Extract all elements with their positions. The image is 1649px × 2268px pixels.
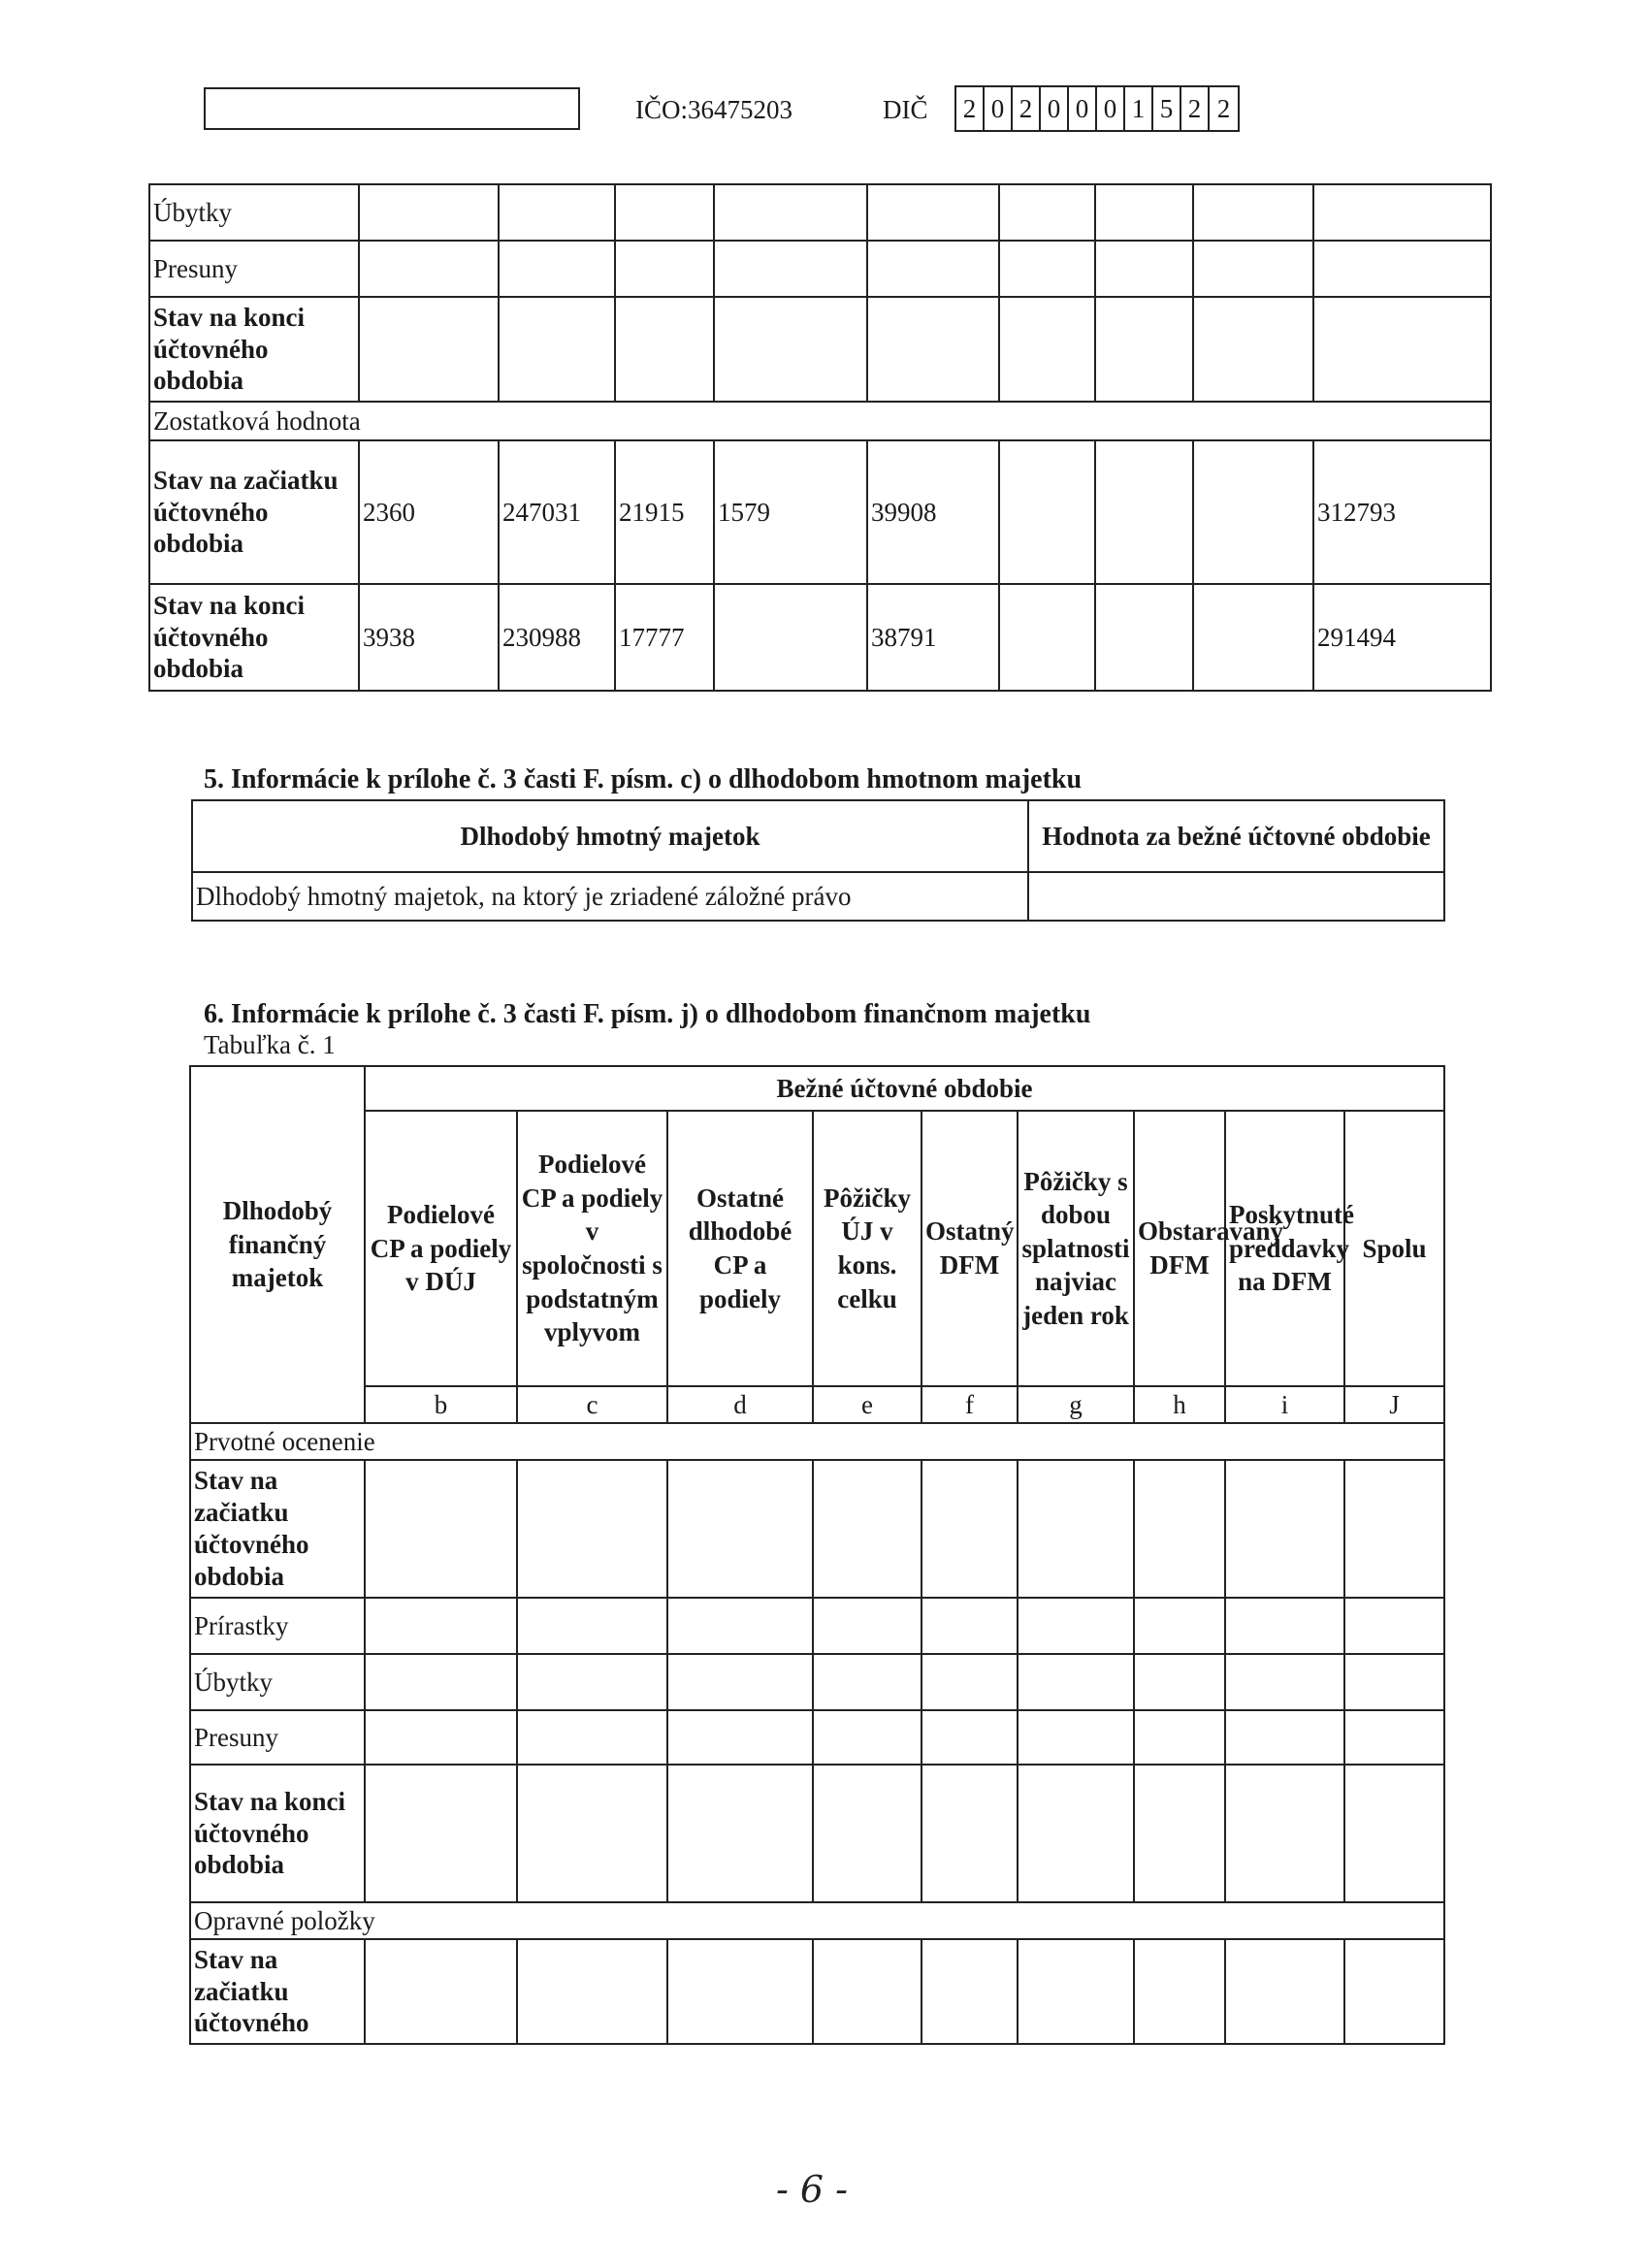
row-label: Dlhodobý hmotný majetok, na ktorý je zriadené záložné právo	[192, 872, 1028, 921]
section5-title: 5. Informácie k prílohe č. 3 časti F. písm. c) o dlhodobom hmotnom majetku	[204, 764, 1083, 794]
table-row	[149, 297, 1491, 402]
column-letter: e	[813, 1386, 922, 1423]
column-header: Obstaravaný DFM	[1134, 1111, 1225, 1386]
asset-table-continuation	[148, 183, 1492, 692]
table-row	[149, 440, 1491, 584]
cell-value	[999, 584, 1095, 691]
column-header: Podielové CP a podiely v spoločnosti s podstatným vplyvom	[517, 1111, 667, 1386]
cell-value: 312793	[1313, 440, 1491, 584]
column-header: Pôžičky ÚJ v kons. celku	[813, 1111, 922, 1386]
cell-value: 17777	[615, 584, 714, 691]
letters-row	[190, 1386, 1444, 1423]
cell-value	[999, 440, 1095, 584]
table-row	[149, 241, 1491, 297]
dic-digit: 2	[1013, 87, 1041, 130]
table-row	[190, 1710, 1444, 1765]
column-header: Ostatný DFM	[922, 1111, 1018, 1386]
cell-value	[714, 584, 867, 691]
section-label: Zostatková hodnota	[149, 402, 1491, 440]
row-label: Úbytky	[190, 1654, 365, 1710]
dic-digit: 0	[985, 87, 1013, 130]
table-header-row	[192, 800, 1444, 872]
dic-digits	[954, 85, 1240, 132]
row-label: Prírastky	[190, 1598, 365, 1654]
header-blank-box	[204, 87, 580, 130]
dic-label: DIČ	[883, 95, 928, 124]
table-row	[149, 584, 1491, 691]
row-label: Úbytky	[149, 184, 359, 241]
column-header: Dlhodobý hmotný majetok	[192, 800, 1028, 872]
column-header	[190, 1066, 365, 1423]
table-row	[149, 184, 1491, 241]
cell-value	[1193, 584, 1313, 691]
table-header-row	[190, 1111, 1444, 1386]
dic-digit: 0	[1097, 87, 1125, 130]
cell-value: 3938	[359, 584, 499, 691]
cell-value	[1193, 440, 1313, 584]
row-label: Stav na začiatku účtovného obdobia	[149, 440, 359, 584]
column-header: Ostatné dlhodobé CP a podiely	[667, 1111, 813, 1386]
row-label: Stav na konci účtovného obdobia	[149, 297, 359, 402]
section-row	[149, 402, 1491, 440]
table-row	[190, 1939, 1444, 2044]
cell-value: 38791	[867, 584, 999, 691]
row-label: Stav na konci účtovného obdobia	[149, 584, 359, 691]
table-header-row	[190, 1066, 1444, 1111]
cell-value: 291494	[1313, 584, 1491, 691]
section6-subtitle: Tabuľka č. 1	[204, 1030, 336, 1059]
ico-number: IČO:36475203	[635, 95, 792, 124]
cell-value: 247031	[499, 440, 615, 584]
cell-value: 2360	[359, 440, 499, 584]
section-label: Prvotné ocenenie	[190, 1423, 1444, 1460]
cell-value	[1095, 440, 1193, 584]
dic-digit: 5	[1153, 87, 1181, 130]
column-letter: c	[517, 1386, 667, 1423]
table-row	[190, 1598, 1444, 1654]
cell-value: 1579	[714, 440, 867, 584]
dic-digit: 0	[1069, 87, 1097, 130]
dic-digit: 2	[1181, 87, 1210, 130]
column-letter: d	[667, 1386, 813, 1423]
column-header: Spolu	[1344, 1111, 1444, 1386]
section-row	[190, 1902, 1444, 1939]
column-header: Poskytnuté preddavky na DFM	[1225, 1111, 1344, 1386]
column-letter: g	[1018, 1386, 1134, 1423]
row-label: Stav na začiatku účtovného obdobia	[190, 1460, 365, 1598]
dic-digit: 1	[1125, 87, 1153, 130]
row-label: Stav na konci účtovného obdobia	[190, 1765, 365, 1902]
financial-assets-table	[189, 1065, 1445, 2045]
column-letter: i	[1225, 1386, 1344, 1423]
page-number: - 6 -	[776, 2168, 849, 2211]
cell-value: 21915	[615, 440, 714, 584]
row-label: Stav na začiatku účtovného	[190, 1939, 365, 2044]
dic-digit: 2	[1216, 93, 1231, 123]
table-row	[190, 1654, 1444, 1710]
dic-digit: 2	[956, 87, 985, 130]
column-header: Pôžičky s dobou splatnosti najviac jeden rok	[1018, 1111, 1134, 1386]
section-row	[190, 1423, 1444, 1460]
table-row	[190, 1460, 1444, 1598]
dic-digit: 0	[1041, 87, 1069, 130]
pledged-assets-table	[191, 799, 1445, 922]
cell-value: 230988	[499, 584, 615, 691]
period-header: Bežné účtovné obdobie	[365, 1066, 1444, 1111]
header-text: Dlhodobý finančný majetok	[222, 1196, 333, 1293]
table-row	[192, 872, 1444, 921]
row-label: Presuny	[190, 1710, 365, 1765]
table-row	[190, 1765, 1444, 1902]
section6-title: 6. Informácie k prílohe č. 3 časti F. písm. j) o dlhodobom finančnom majetku	[204, 999, 1091, 1029]
column-letter: J	[1344, 1386, 1444, 1423]
column-letter: b	[365, 1386, 517, 1423]
column-letter: h	[1134, 1386, 1225, 1423]
row-label: Presuny	[149, 241, 359, 297]
cell-value	[1028, 872, 1444, 921]
section-label: Opravné položky	[190, 1902, 1444, 1939]
column-letter: f	[922, 1386, 1018, 1423]
cell-value: 39908	[867, 440, 999, 584]
column-header: Podielové CP a podiely v DÚJ	[365, 1111, 517, 1386]
cell-value	[1095, 584, 1193, 691]
column-header: Hodnota za bežné účtovné obdobie	[1028, 800, 1444, 872]
